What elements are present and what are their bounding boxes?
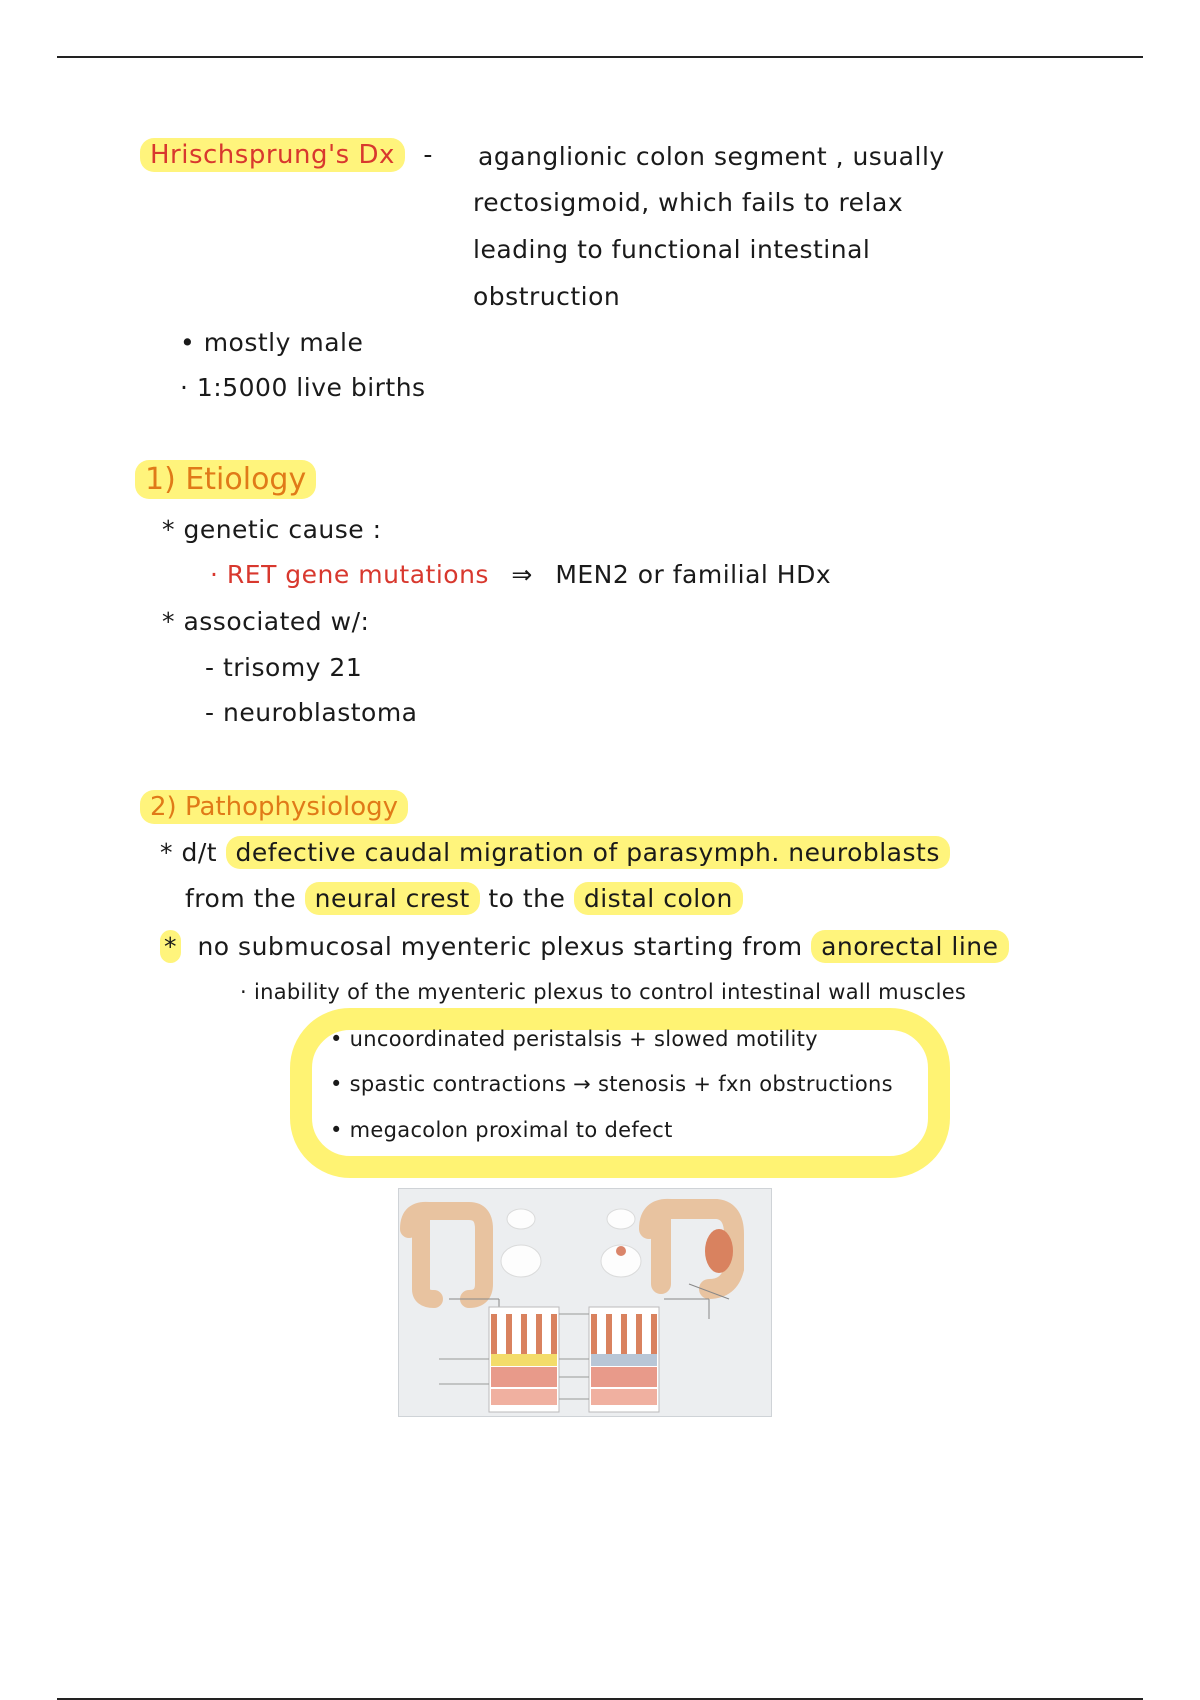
bullet-icon: • xyxy=(180,328,204,357)
bullet-icon: • xyxy=(330,1027,350,1051)
definition-line-3: leading to functional intestinal xyxy=(473,235,871,264)
colon-diagram-svg xyxy=(399,1189,771,1416)
asterisk-icon: * xyxy=(162,515,184,544)
associated-item-1: - trisomy 21 xyxy=(205,653,363,682)
genetic-cause-label: * genetic cause : xyxy=(162,515,382,544)
bullet-icon: • xyxy=(330,1118,350,1142)
patho-line-3: * no submucosal myenteric plexus starting from anorectal line xyxy=(160,932,1009,961)
etiology-heading: 1) Etiology xyxy=(135,462,316,497)
consequence-item-2: • spastic contractions → stenosis + fxn obstructions xyxy=(330,1072,893,1096)
asterisk-icon: * xyxy=(160,838,182,867)
pelvis-left xyxy=(501,1209,541,1277)
cross-section-right xyxy=(589,1307,659,1412)
title-dash: - xyxy=(423,140,433,169)
definition-line-2: rectosigmoid, which fails to relax xyxy=(473,188,904,217)
bullet-icon: · xyxy=(210,560,227,589)
patho-line-1: * d/t defective caudal migration of parasymph. neuroblasts xyxy=(160,838,950,867)
cross-section-left xyxy=(489,1307,559,1412)
dash-icon: - xyxy=(205,653,223,682)
dash-icon: - xyxy=(205,698,223,727)
definition-line-1: aganglionic colon segment , usually xyxy=(478,142,945,171)
colon-illustration xyxy=(398,1188,772,1417)
arrow-icon: ⇒ xyxy=(511,560,533,589)
bullet-icon: · xyxy=(180,373,197,402)
patho-line-4: · inability of the myenteric plexus to control intestinal wall muscles xyxy=(240,980,967,1004)
dilated-segment xyxy=(705,1229,733,1273)
asterisk-icon: * xyxy=(160,930,181,963)
asterisk-icon: * xyxy=(162,607,184,636)
associated-label: * associated w/: xyxy=(162,607,370,636)
definition-line-4: obstruction xyxy=(473,282,621,311)
bullet-icon: • xyxy=(330,1072,350,1096)
ret-line xyxy=(210,560,831,589)
ret-result: MEN2 or familial HDx xyxy=(555,560,832,589)
bullet-icon: · xyxy=(240,980,254,1004)
patho-line-2: from the neural crest to the distal colon xyxy=(185,884,743,913)
consequence-item-1: • uncoordinated peristalsis + slowed motility xyxy=(330,1027,818,1051)
normal-colon-shape xyxy=(409,1211,484,1299)
fact-item-2: · 1:5000 live births xyxy=(180,373,426,402)
consequence-item-3: • megacolon proximal to defect xyxy=(330,1118,673,1142)
title-row xyxy=(140,140,433,170)
fact-item-1: • mostly male xyxy=(180,328,364,357)
pathophysiology-heading: 2) Pathophysiology xyxy=(140,788,408,823)
pelvis-right xyxy=(601,1209,641,1277)
ret-mutation: RET gene mutations xyxy=(226,560,489,589)
disease-term: Hrischsprung's Dx xyxy=(140,138,405,172)
associated-item-2: - neuroblastoma xyxy=(205,698,418,727)
top-rule xyxy=(57,56,1143,58)
